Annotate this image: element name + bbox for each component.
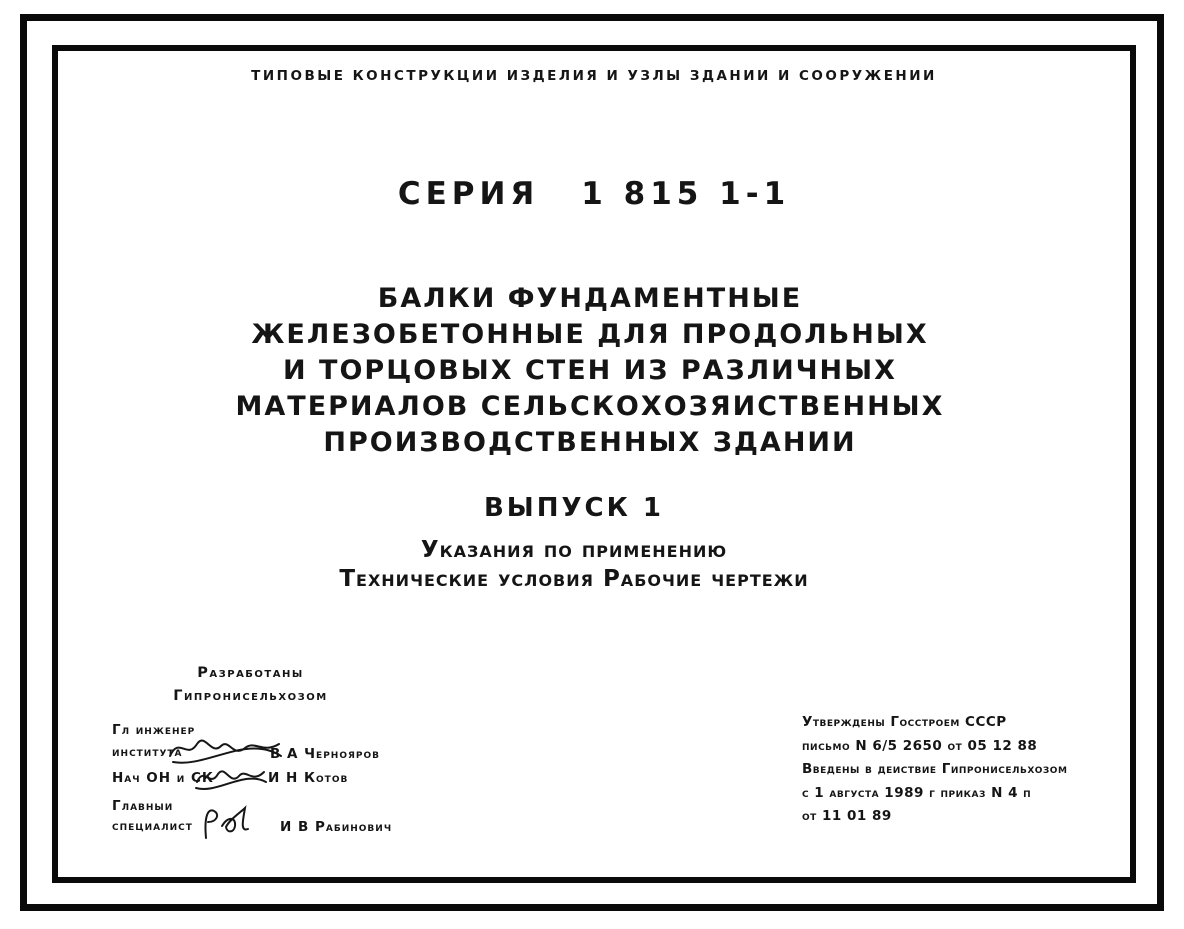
- signatory-2-name: И Н Котов: [268, 770, 349, 786]
- approval-line-4: с 1 августа 1989 г приказ N 4 п: [802, 784, 1032, 801]
- main-title: [48, 281, 1132, 461]
- approval-line-2: письмо N 6/5 2650 от 05 12 88: [802, 737, 1038, 754]
- approval-block: [802, 711, 1112, 829]
- approval-line-1: Утверждены Госстроем СССР: [802, 714, 1007, 730]
- subtitle: [32, 536, 1116, 594]
- issue-heading: ВЫПУСК 1: [483, 493, 665, 523]
- title-line-5: ПРОИЗВОДСТВЕННЫХ ЗДАНИИ: [323, 427, 857, 458]
- series-number: 1 815 1-1: [581, 176, 791, 212]
- series-line: [52, 176, 1136, 212]
- signatory-3-name: И В Рабинович: [280, 819, 393, 835]
- title-line-4: МАТЕРИАЛОВ СЕЛЬСКОХОЗЯИСТВЕННЫХ: [235, 391, 945, 422]
- title-line-3: И ТОРЦОВЫХ СТЕН ИЗ РАЗЛИЧНЫХ: [283, 355, 897, 386]
- signatory-1-name: В А Чернояров: [270, 746, 381, 762]
- subtitle-line-2: Технические условия Рабочие чертежи: [339, 566, 809, 592]
- signatory-1-role-line-2: института: [112, 744, 183, 760]
- title-line-2: ЖЕЛЕЗОБЕТОННЫЕ ДЛЯ ПРОДОЛЬНЫХ: [251, 319, 929, 350]
- title-line-1: БАЛКИ ФУНДАМЕНТНЫЕ: [377, 283, 803, 314]
- developed-by-line-1: Разработаны: [197, 665, 304, 681]
- series-label: СЕРИЯ: [397, 176, 540, 212]
- document-type-header: ТИПОВЫЕ КОНСТРУКЦИИ ИЗДЕЛИЯ И УЗЛЫ ЗДАНИИ И СООРУЖЕНИИ: [251, 68, 937, 84]
- developed-by-block: [128, 662, 373, 708]
- signatory-3-role-line-1: Главныи: [112, 798, 174, 814]
- signatory-1-role-line-1: Гл инженер: [112, 722, 196, 738]
- rabinovich-signature-icon: [200, 804, 258, 846]
- subtitle-line-1: Указания по применению: [420, 537, 728, 563]
- signatory-2-role-line-1: Нач ОН и СК: [112, 770, 214, 786]
- signature-block: [112, 722, 442, 857]
- approval-line-5: от 11 01 89: [802, 808, 892, 824]
- approval-line-3: Введены в деиствие Гипронисельхозом: [802, 761, 1068, 777]
- signatory-3-role-line-2: специалист: [112, 818, 193, 834]
- kotov-signature-icon: [194, 762, 272, 798]
- developed-by-line-2: Гипронисельхозом: [173, 688, 328, 704]
